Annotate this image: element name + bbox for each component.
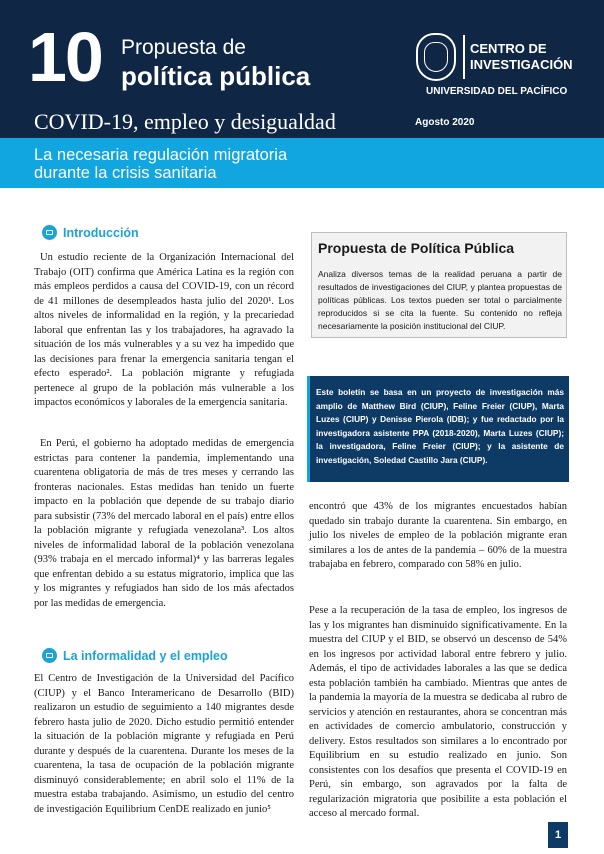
issue-number: 10 xyxy=(28,18,102,96)
propuesta-line2: política pública xyxy=(121,61,311,91)
informality-paragraph: El Centro de Investigación de la Universidad del Pacífico (CIUP) y el Banco Interamericano de Desarrollo (BID) realizaron un estudio de seguimiento a 140 migrantes desde febrero hasta julio de 2020. Dicho estudio permitió entender la situación de la población migrante y refugiada en Perú durante y después de la cuarentena. Durante los meses de la cuarentena, la tasa de ocupación de la población migrante disminuyó considerablemente; en abril solo el 11% de la muestra estaba trabajando. Asimismo, un estudio del centro de investigación Equilibrium CenDE realizado en junio⁵ xyxy=(34,673,294,815)
policy-info-box xyxy=(311,232,567,338)
logo-line1: CENTRO DE xyxy=(470,41,547,56)
intro-paragraph-1: Un estudio reciente de la Organización Internacional del Trabajo (OIT) confirma que América Latina es la región con más empleos perdidos a causa del COVID-19, con un récord de 41 millones de desempleados hasta julio del 2020¹. Los altos niveles de informalidad en la región, y la precariedad laboral que enfrentan las y los trabajadores, ha agravado la situación de los más vulnerables y a su vez ha impedido que las decisiones para frenar la emergencia sanitaria tengan el efecto esperado². La población migrante y refugiada pertenece al grupo de la población más vulnerable a los impactos económicos y laborales de la emergencia sanitaria. xyxy=(34,252,294,408)
university-name: UNIVERSIDAD DEL PACÍFICO xyxy=(426,86,568,97)
subtitle xyxy=(34,146,287,182)
chat-bubble-icon xyxy=(42,225,57,240)
right-paragraph-1: encontró que 43% de los migrantes encuestados habían quedado sin trabajo durante la cuarentena. Sin embargo, en julio los niveles de empleo de la población migrante eran similares a los de antes de la pandemia – 60% de la muestra trabajaba en febrero, comparado con 58% en julio. xyxy=(309,501,567,570)
credits-box xyxy=(307,376,569,482)
section-intro-heading xyxy=(42,225,139,240)
page-title: COVID-19, empleo y desigualdad xyxy=(34,109,336,134)
page-number: 1 xyxy=(548,822,568,848)
propuesta-line1: Propuesta de xyxy=(121,36,246,59)
logo-line2: INVESTIGACIÓN xyxy=(470,57,573,72)
chat-bubble-icon xyxy=(42,648,57,663)
section-intro-title: Introducción xyxy=(63,225,139,240)
subtitle-line2: durante la crisis sanitaria xyxy=(34,164,217,182)
university-seal-icon xyxy=(416,33,456,81)
logo-text xyxy=(470,41,573,73)
right-paragraph-2: Pese a la recuperación de la tasa de empleo, los ingresos de las y los migrantes han disminuido significativamente. En la muestra del CIUP y el BID, se observó un descenso de 54% en los ingresos por actividad laboral entre febrero y julio. Además, el tipo de actividades laborales a las que se dedica esta población también ha cambiado. Mientras que antes de la pandemia la mayoría de la muestra se dedicaba al rubro de servicios y atención en restaurantes, ahora se concentran más en actividades de comercio ambulatorio, construcción y delivery. Estos resultados son similares a lo encontrado por Equilibrium en su estudio realizado en junio. Son consistentes con los desafíos que presenta el COVID-19 en Perú, sin embargo, son agravados por la falta de regularización migratoria que posibilite a esta población el acceso al mercado formal. xyxy=(309,605,567,819)
intro-paragraph-2: En Perú, el gobierno ha adoptado medidas de emergencia estrictas para contener la pandemia, implementando una cuarentena obligatoria de más de tres meses y cerrando las fronteras nacionales. Estas medidas han tenido un fuerte impacto en la población que depende de su trabajo diario para subsistir (73% del mercado laboral en el país) entre ellos la población migrante y refugiada venezolana³. Los altos niveles de informalidad laboral de la población venezolana (93% trabaja en el mercado informal)⁴ y las barreras legales que enfrentan debido a su estatus migratorio, implica que las y los migrantes y refugiados han sido de los más afectados por las medidas de emergencia. xyxy=(34,438,294,609)
logo-divider xyxy=(463,35,465,79)
credits-box-text: Este boletín se basa en un proyecto de investigación más amplio de Matthew Bird (CIUP), Feline Freier (CIUP), Marta Luzes (CIUP) y Denisse Pierola (IDB); y fue redactado por la investigadora asistente PPA (2018-2020), Marta Luzes (CIUP); la investigadora, Feline Freier (CIUP); y la asistente de investigación, Soledad Castillo Jara (CIUP). xyxy=(316,387,564,465)
policy-box-text: Analiza diversos temas de la realidad peruana a partir de resultados de investigaciones del CIUP, y plantea propuestas de políticas públicas. Los textos pueden ser total o parcialmente reproducidos si se cita la fuente. Su contenido no refleja necesariamente la posición institucional del CIUP. xyxy=(318,269,562,331)
section-informality-heading xyxy=(42,648,228,663)
section-informality-title: La informalidad y el empleo xyxy=(63,648,228,663)
policy-box-title: Propuesta de Política Pública xyxy=(318,240,515,256)
subtitle-line1: La necesaria regulación migratoria xyxy=(34,146,288,164)
publication-date: Agosto 2020 xyxy=(415,117,475,128)
